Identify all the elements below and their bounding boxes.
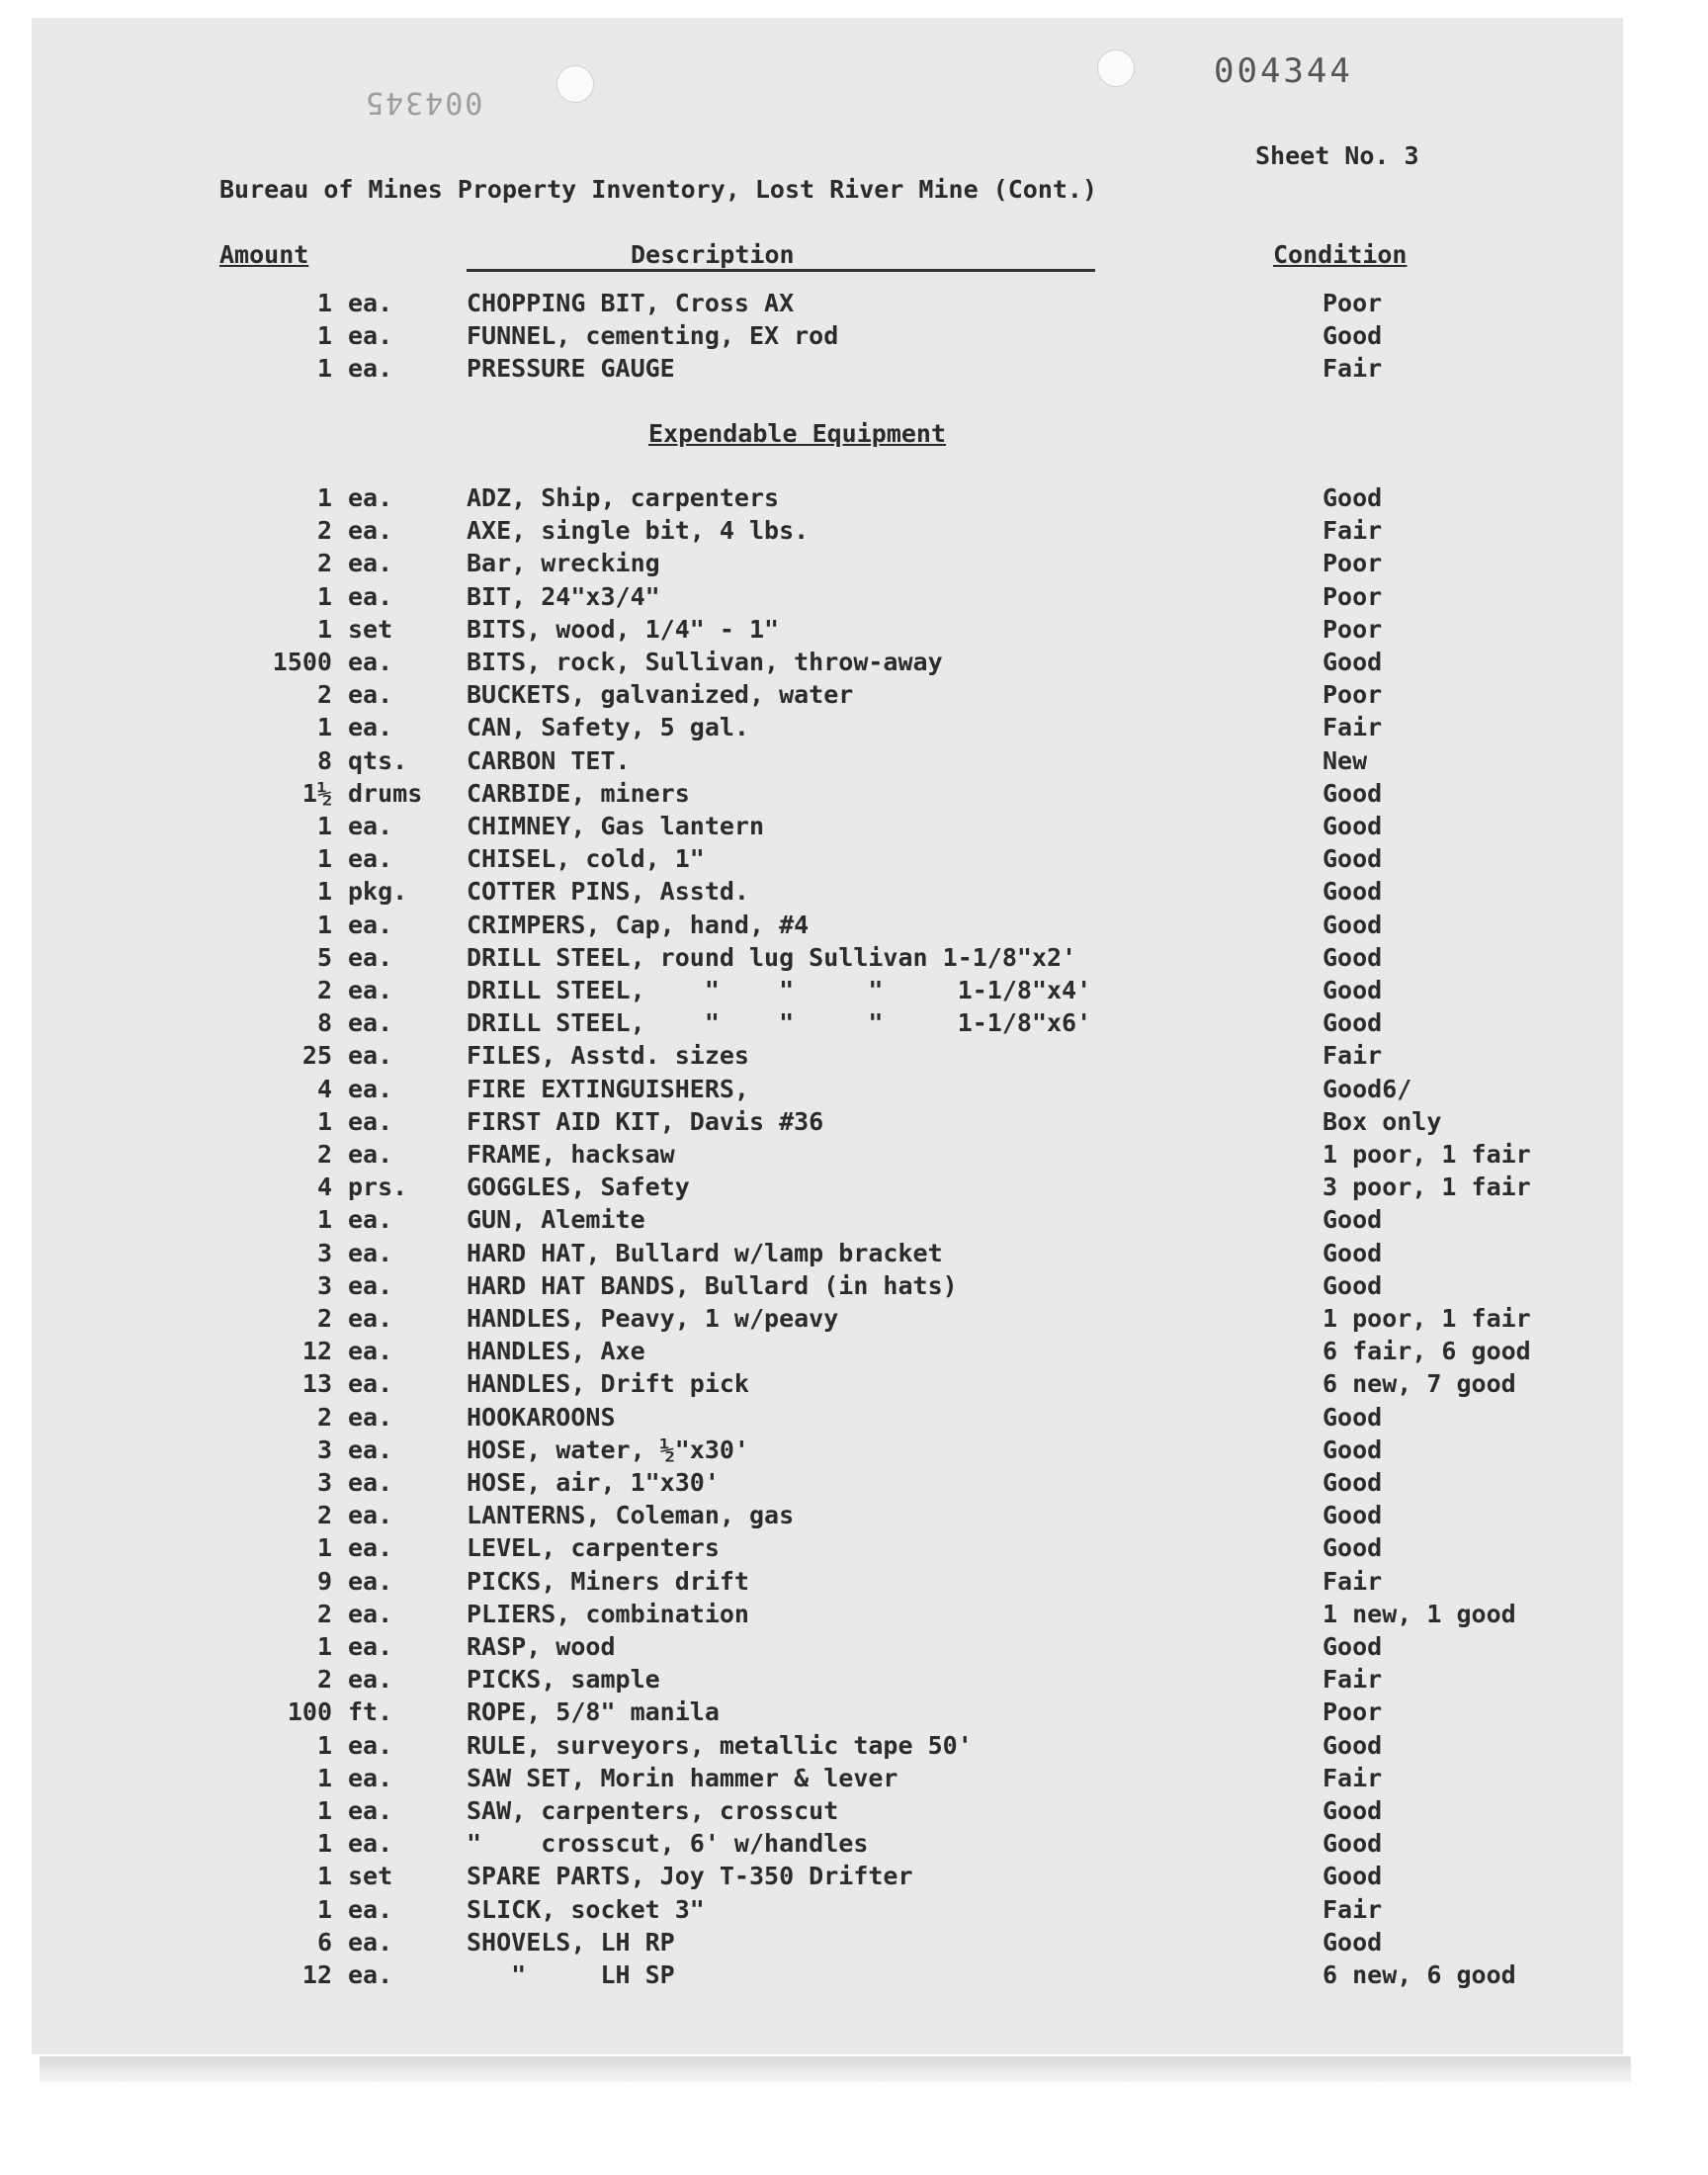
- column-header-description: Description: [631, 240, 795, 269]
- item-description: AXE, single bit, 4 lbs.: [467, 516, 810, 546]
- item-condition: Good: [1323, 812, 1383, 840]
- item-description: " crosscut, 6' w/handles: [467, 1829, 869, 1859]
- item-unit: ea.: [348, 1829, 393, 1859]
- item-quantity: 1: [316, 1763, 332, 1792]
- item-condition: Good: [1323, 1796, 1383, 1825]
- item-condition: Good: [1323, 1533, 1383, 1563]
- item-condition: Good: [1323, 1238, 1383, 1267]
- item-unit: ea.: [348, 1927, 393, 1957]
- item-condition: Good: [1323, 1501, 1383, 1530]
- item-unit: set: [348, 614, 393, 644]
- item-unit: ea.: [348, 1763, 393, 1792]
- item-unit: ea.: [348, 910, 393, 939]
- punch-hole: [1097, 49, 1135, 87]
- item-condition: Fair: [1323, 354, 1383, 384]
- item-quantity: 1: [316, 1894, 332, 1924]
- item-description: COTTER PINS, Asstd.: [467, 877, 749, 907]
- item-unit: drums: [348, 778, 423, 808]
- item-description: PICKS, Miners drift: [467, 1566, 749, 1596]
- item-quantity: 25: [301, 1041, 332, 1071]
- item-description: FRAME, hacksaw: [467, 1140, 675, 1169]
- item-description: CHIMNEY, Gas lantern: [467, 812, 765, 840]
- item-unit: ea.: [348, 1665, 393, 1695]
- item-condition: Poor: [1323, 614, 1383, 644]
- item-condition: Fair: [1323, 713, 1383, 742]
- item-condition: Poor: [1323, 1697, 1383, 1727]
- item-condition: Fair: [1323, 1566, 1383, 1596]
- item-condition: Good: [1323, 1862, 1383, 1891]
- item-unit: ea.: [348, 483, 393, 512]
- item-unit: ea.: [348, 1960, 393, 1989]
- item-unit: ea.: [348, 354, 393, 384]
- item-unit: ea.: [348, 1566, 393, 1596]
- item-condition: Good: [1323, 648, 1383, 676]
- item-condition: Good: [1323, 1270, 1383, 1300]
- item-condition: Good: [1323, 1435, 1383, 1464]
- item-unit: ea.: [348, 812, 393, 840]
- item-quantity: 8: [316, 1008, 332, 1038]
- item-condition: Good: [1323, 321, 1383, 351]
- item-description: ROPE, 5/8" manila: [467, 1697, 720, 1727]
- item-unit: ft.: [348, 1697, 393, 1727]
- item-unit: ea.: [348, 1238, 393, 1267]
- item-condition: Good: [1323, 483, 1383, 512]
- item-condition: Fair: [1323, 1041, 1383, 1071]
- item-unit: set: [348, 1862, 393, 1891]
- item-quantity: 1½: [301, 778, 332, 808]
- item-quantity: 1: [316, 910, 332, 939]
- item-quantity: 1500: [272, 648, 332, 676]
- item-unit: ea.: [348, 1041, 393, 1071]
- item-description: ADZ, Ship, carpenters: [467, 483, 780, 512]
- item-quantity: 1: [316, 483, 332, 512]
- item-unit: ea.: [348, 1074, 393, 1103]
- item-quantity: 12: [301, 1960, 332, 1989]
- item-unit: ea.: [348, 1599, 393, 1628]
- item-description: PLIERS, combination: [467, 1599, 749, 1628]
- item-description: FILES, Asstd. sizes: [467, 1041, 749, 1071]
- item-condition: 6 fair, 6 good: [1323, 1337, 1531, 1366]
- item-description: BITS, wood, 1/4" - 1": [467, 614, 780, 644]
- item-quantity: 2: [316, 549, 332, 578]
- item-unit: ea.: [348, 549, 393, 578]
- item-quantity: 5: [316, 942, 332, 972]
- item-quantity: 2: [316, 516, 332, 546]
- item-unit: ea.: [348, 1796, 393, 1825]
- item-condition: Poor: [1323, 581, 1383, 611]
- item-condition: 6 new, 6 good: [1323, 1960, 1516, 1989]
- item-unit: ea.: [348, 680, 393, 710]
- item-description: FIRST AID KIT, Davis #36: [467, 1106, 824, 1136]
- item-quantity: 2: [316, 1402, 332, 1432]
- item-description: SHOVELS, LH RP: [467, 1927, 675, 1957]
- item-description: FIRE EXTINGUISHERS,: [467, 1074, 749, 1103]
- item-quantity: 3: [316, 1468, 332, 1497]
- item-condition: Fair: [1323, 516, 1383, 546]
- item-description: SAW SET, Morin hammer & lever: [467, 1763, 898, 1792]
- item-unit: ea.: [348, 713, 393, 742]
- item-condition: Good: [1323, 1468, 1383, 1497]
- description-header-rule: [467, 269, 1095, 272]
- item-unit: ea.: [348, 1533, 393, 1563]
- item-condition: New: [1323, 745, 1368, 775]
- item-description: HANDLES, Drift pick: [467, 1369, 749, 1399]
- item-description: HANDLES, Peavy, 1 w/peavy: [467, 1304, 839, 1333]
- item-quantity: 2: [316, 680, 332, 710]
- item-condition: Good: [1323, 1927, 1383, 1957]
- item-condition: Good: [1323, 910, 1383, 939]
- item-quantity: 2: [316, 1665, 332, 1695]
- item-description: Bar, wrecking: [467, 549, 660, 578]
- item-quantity: 1: [316, 289, 332, 317]
- item-description: SAW, carpenters, crosscut: [467, 1796, 839, 1825]
- section-title: Expendable Equipment: [648, 419, 947, 448]
- item-condition: Good: [1323, 778, 1383, 808]
- item-unit: ea.: [348, 1205, 393, 1235]
- item-condition: Good: [1323, 1402, 1383, 1432]
- item-description: GUN, Alemite: [467, 1205, 645, 1235]
- item-unit: ea.: [348, 1468, 393, 1497]
- item-description: HARD HAT, Bullard w/lamp bracket: [467, 1238, 943, 1267]
- item-condition: Good: [1323, 1632, 1383, 1661]
- item-quantity: 6: [316, 1927, 332, 1957]
- item-unit: ea.: [348, 1304, 393, 1333]
- item-quantity: 3: [316, 1435, 332, 1464]
- item-condition: Good: [1323, 1008, 1383, 1038]
- item-condition: Poor: [1323, 680, 1383, 710]
- item-description: GOGGLES, Safety: [467, 1173, 690, 1202]
- item-unit: ea.: [348, 1435, 393, 1464]
- item-unit: ea.: [348, 1894, 393, 1924]
- item-description: HOSE, water, ½"x30': [467, 1435, 749, 1464]
- item-quantity: 100: [287, 1697, 332, 1727]
- item-quantity: 1: [316, 1796, 332, 1825]
- item-description: DRILL STEEL, round lug Sullivan 1-1/8"x2': [467, 942, 1077, 972]
- item-quantity: 2: [316, 1599, 332, 1628]
- item-description: PICKS, sample: [467, 1665, 660, 1695]
- item-unit: ea.: [348, 844, 393, 874]
- item-description: BUCKETS, galvanized, water: [467, 680, 854, 710]
- item-quantity: 1: [316, 1533, 332, 1563]
- item-quantity: 1: [316, 877, 332, 907]
- page-title: Bureau of Mines Property Inventory, Lost River Mine (Cont.): [219, 175, 1098, 204]
- item-description: HARD HAT BANDS, Bullard (in hats): [467, 1270, 958, 1300]
- item-unit: ea.: [348, 1106, 393, 1136]
- item-description: DRILL STEEL, " " " 1-1/8"x4': [467, 976, 1092, 1004]
- item-unit: ea.: [348, 1008, 393, 1038]
- item-quantity: 1: [316, 844, 332, 874]
- item-description: CAN, Safety, 5 gal.: [467, 713, 749, 742]
- item-unit: ea.: [348, 581, 393, 611]
- item-quantity: 1: [316, 1106, 332, 1136]
- item-unit: ea.: [348, 1632, 393, 1661]
- bleed-through-number: 004345: [364, 85, 483, 120]
- item-unit: qts.: [348, 745, 408, 775]
- item-quantity: 1: [316, 1862, 332, 1891]
- item-condition: Good: [1323, 1829, 1383, 1859]
- item-description: RULE, surveyors, metallic tape 50': [467, 1730, 973, 1760]
- item-description: HOOKAROONS: [467, 1402, 616, 1432]
- item-description: BIT, 24"x3/4": [467, 581, 660, 611]
- item-quantity: 12: [301, 1337, 332, 1366]
- item-condition: Fair: [1323, 1894, 1383, 1924]
- item-unit: ea.: [348, 1140, 393, 1169]
- item-condition: Poor: [1323, 549, 1383, 578]
- item-condition: 1 poor, 1 fair: [1323, 1140, 1531, 1169]
- item-condition: 3 poor, 1 fair: [1323, 1173, 1531, 1202]
- item-description: FUNNEL, cementing, EX rod: [467, 321, 839, 351]
- page-edge-shadow: [40, 2056, 1631, 2082]
- item-unit: pkg.: [348, 877, 408, 907]
- punch-hole: [556, 65, 594, 103]
- item-description: PRESSURE GAUGE: [467, 354, 675, 384]
- item-description: CHOPPING BIT, Cross AX: [467, 289, 795, 317]
- item-unit: ea.: [348, 1337, 393, 1366]
- item-description: CRIMPERS, Cap, hand, #4: [467, 910, 810, 939]
- item-unit: ea.: [348, 1730, 393, 1760]
- item-quantity: 1: [316, 713, 332, 742]
- item-condition: Fair: [1323, 1665, 1383, 1695]
- column-header-amount: Amount: [219, 240, 309, 269]
- item-description: SLICK, socket 3": [467, 1894, 705, 1924]
- item-condition: 1 new, 1 good: [1323, 1599, 1516, 1628]
- item-quantity: 3: [316, 1270, 332, 1300]
- item-condition: Good: [1323, 976, 1383, 1004]
- item-quantity: 1: [316, 1632, 332, 1661]
- item-condition: Good: [1323, 1205, 1383, 1235]
- item-unit: ea.: [348, 1270, 393, 1300]
- item-description: BITS, rock, Sullivan, throw-away: [467, 648, 943, 676]
- item-description: RASP, wood: [467, 1632, 616, 1661]
- item-quantity: 9: [316, 1566, 332, 1596]
- item-description: HANDLES, Axe: [467, 1337, 645, 1366]
- item-unit: ea.: [348, 976, 393, 1004]
- item-condition: Good: [1323, 877, 1383, 907]
- item-description: CHISEL, cold, 1": [467, 844, 705, 874]
- column-header-condition: Condition: [1273, 240, 1408, 269]
- item-quantity: 8: [316, 745, 332, 775]
- item-unit: ea.: [348, 1369, 393, 1399]
- item-unit: ea.: [348, 1402, 393, 1432]
- item-unit: ea.: [348, 942, 393, 972]
- item-quantity: 2: [316, 976, 332, 1004]
- item-condition: Good6/: [1323, 1074, 1412, 1103]
- item-condition: Fair: [1323, 1763, 1383, 1792]
- item-condition: Box only: [1323, 1106, 1442, 1136]
- item-condition: 1 poor, 1 fair: [1323, 1304, 1531, 1333]
- item-description: CARBIDE, miners: [467, 778, 690, 808]
- item-quantity: 1: [316, 1205, 332, 1235]
- item-quantity: 4: [316, 1173, 332, 1202]
- document-number: 004344: [1214, 51, 1353, 91]
- item-condition: 6 new, 7 good: [1323, 1369, 1516, 1399]
- item-quantity: 1: [316, 614, 332, 644]
- item-unit: ea.: [348, 1501, 393, 1530]
- item-description: LEVEL, carpenters: [467, 1533, 720, 1563]
- item-quantity: 1: [316, 812, 332, 840]
- item-quantity: 1: [316, 1730, 332, 1760]
- item-quantity: 1: [316, 1829, 332, 1859]
- item-quantity: 1: [316, 354, 332, 384]
- item-quantity: 1: [316, 321, 332, 351]
- item-unit: ea.: [348, 516, 393, 546]
- item-condition: Good: [1323, 1730, 1383, 1760]
- item-description: DRILL STEEL, " " " 1-1/8"x6': [467, 1008, 1092, 1038]
- sheet-number: Sheet No. 3: [1255, 141, 1419, 170]
- item-condition: Good: [1323, 844, 1383, 874]
- item-unit: prs.: [348, 1173, 408, 1202]
- item-quantity: 13: [301, 1369, 332, 1399]
- item-quantity: 3: [316, 1238, 332, 1267]
- item-quantity: 2: [316, 1140, 332, 1169]
- item-unit: ea.: [348, 321, 393, 351]
- item-description: " LH SP: [467, 1960, 675, 1989]
- item-unit: ea.: [348, 648, 393, 676]
- item-condition: Good: [1323, 942, 1383, 972]
- item-condition: Poor: [1323, 289, 1383, 317]
- item-quantity: 2: [316, 1304, 332, 1333]
- item-unit: ea.: [348, 289, 393, 317]
- item-quantity: 1: [316, 581, 332, 611]
- item-description: HOSE, air, 1"x30': [467, 1468, 720, 1497]
- item-description: CARBON TET.: [467, 745, 631, 775]
- item-quantity: 4: [316, 1074, 332, 1103]
- item-description: SPARE PARTS, Joy T-350 Drifter: [467, 1862, 913, 1891]
- item-description: LANTERNS, Coleman, gas: [467, 1501, 795, 1530]
- item-quantity: 2: [316, 1501, 332, 1530]
